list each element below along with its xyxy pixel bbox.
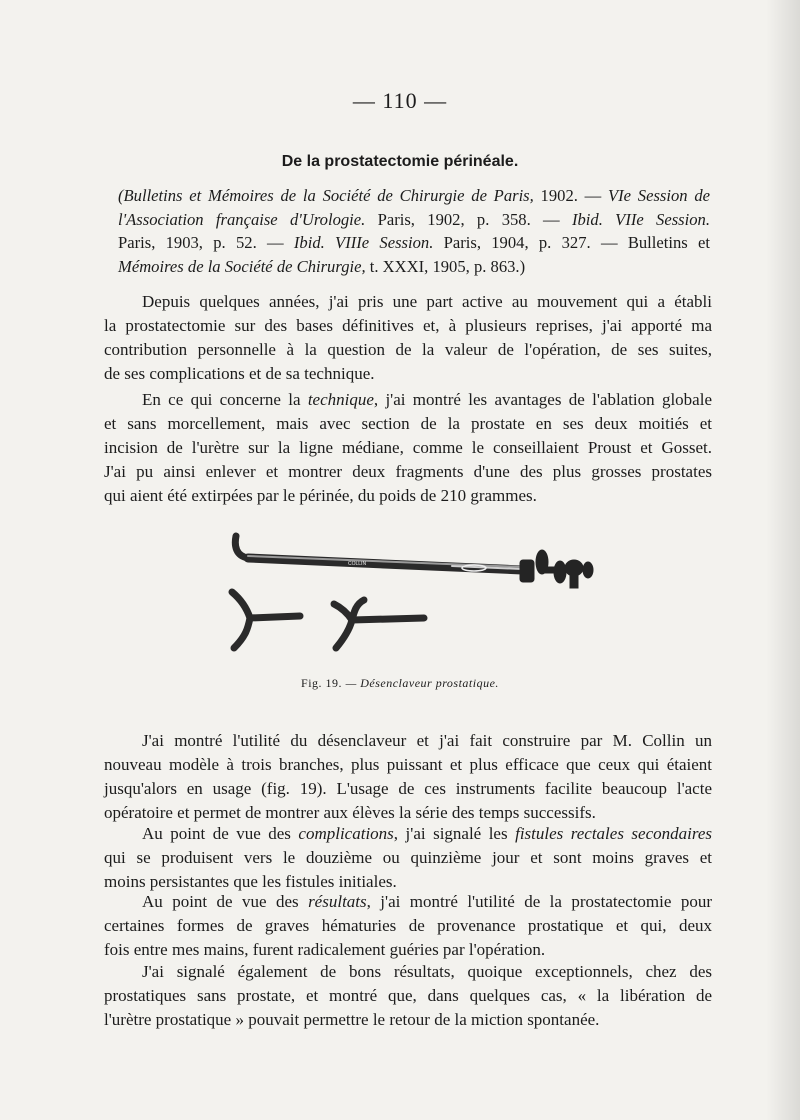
text-line: Depuis quelques années, j'ai pris une part active au mouvement qui a établi [142,292,712,311]
text-line: En ce qui concerne la technique, j'ai montré les avantages de l'ablation globale [142,390,712,409]
figure-caption [0,676,800,691]
references-block [118,184,710,278]
reference-line: Mémoires de la Société de Chirurgie, t. XXXI, 1905, p. 863.) [118,256,526,276]
instrument-engraving: COLLIN [348,561,367,567]
text-line: incision de l'urètre sur la ligne médiane, comme le conseillaient Proust et Gosset. [104,438,712,457]
text-line: opératoire et permet de montrer aux élèves la série des temps successifs. [104,803,596,822]
long-instrument [235,536,522,571]
paragraph-3 [104,729,712,825]
text-line: J'ai montré l'utilité du désenclaveur et j'ai fait construire par M. Collin un [142,731,712,750]
text-line: qui se produisent vers le douzième ou quinzième jour et sont moins graves et [104,848,712,867]
text-line: jusqu'alors en usage (fig. 19). L'usage de ces instruments facilite beaucoup l'acte [104,779,712,798]
paragraph-5 [104,890,712,962]
text-line: Au point de vue des complications, j'ai signalé les fistules rectales secondaires [142,824,712,843]
paragraph-6 [104,960,712,1032]
text-line: de ses complications et de sa technique. [104,364,375,383]
three-branch-tip [334,600,424,648]
text-line: moins persistantes que les fistules initiales. [104,872,397,891]
paragraph-2 [104,388,712,508]
paragraph-4 [104,822,712,894]
reference-line: Paris, 1903, p. 52. — Ibid. VIIIe Session. Paris, 1904, p. 327. — Bulletins et [118,233,711,252]
text-line: qui aient été extirpées par le périnée, du poids de 210 grammes. [104,486,537,505]
text-line: l'urètre prostatique » pouvait permettre le retour de la miction spontanée. [104,1010,600,1029]
text-line: Au point de vue des résultats, j'ai montré l'utilité de la prostatectomie pour [142,892,712,911]
prostatic-instrument-figure [222,532,612,662]
text-line: contribution personnelle à la question de la valeur de l'opération, de ses suites, [104,340,712,359]
page-number: — 110 — [352,88,448,113]
caption-number: Fig. 19. [301,676,343,690]
text-line: J'ai pu ainsi enlever et montrer deux fragments d'une des plus grosses prostates [104,462,712,481]
paragraph-1 [104,290,712,386]
text-line: fois entre mes mains, furent radicalement guéries par l'opération. [104,940,546,959]
text-line: la prostatectomie sur des bases définitives et, à plusieurs reprises, j'ai apporté ma [104,316,712,335]
text-line: nouveau modèle à trois branches, plus puissant et plus efficace que ceux qui étaient [104,755,712,774]
two-branch-tip [232,592,300,648]
text-line: prostatiques sans prostate, et montré que, dans quelques cas, « la libération de [104,986,712,1005]
reference-line: (Bulletins et Mémoires de la Société de Chirurgie de Paris, 1902. — VIe Session de [118,186,710,205]
instrument-handle [520,550,593,588]
text-line: J'ai signalé également de bons résultats, quoique exceptionnels, chez des [142,962,712,981]
section-title: De la prostatectomie périnéale. [281,153,519,170]
text-line: et sans morcellement, mais avec section de la prostate en ses deux moitiés et [104,414,712,433]
text-line: certaines formes de graves hématuries de provenance prostatique et qui, deux [104,916,712,935]
reference-line: l'Association française d'Urologie. Paris, 1902, p. 358. — Ibid. VIIe Session. [118,209,710,229]
caption-text: — Désenclaveur prostatique. [345,676,499,690]
